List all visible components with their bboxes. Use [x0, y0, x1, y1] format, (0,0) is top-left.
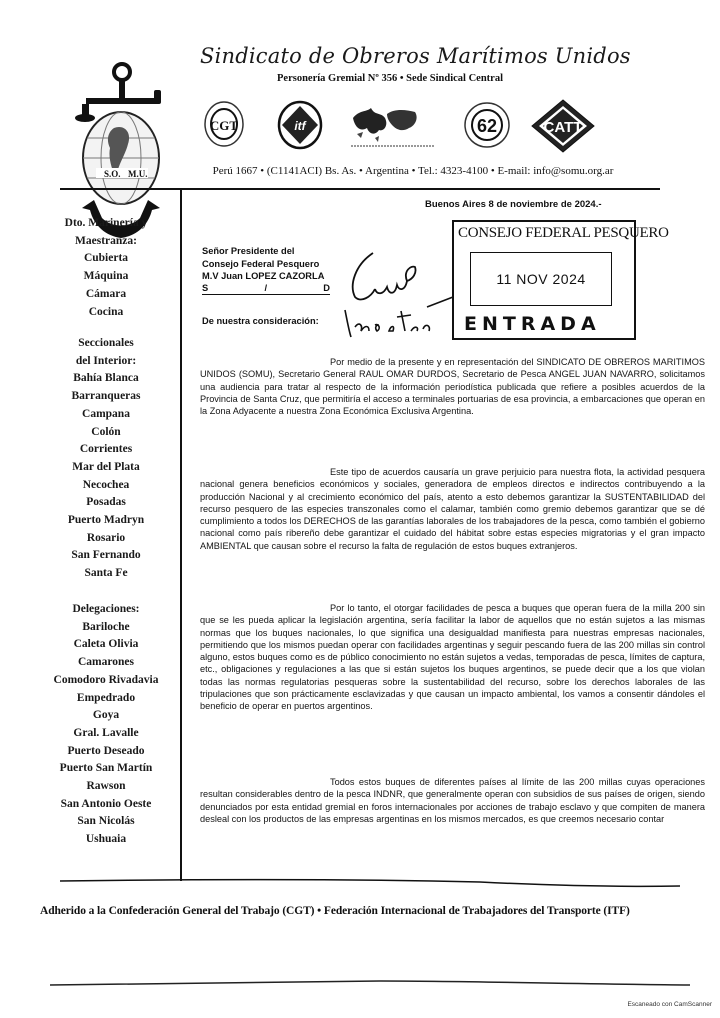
sd-left: S — [202, 282, 209, 293]
sidebar-item: Caleta Olivia — [73, 638, 139, 651]
sidebar-item: Puerto Deseado — [67, 744, 145, 757]
recipient-line: M.V Juan LOPEZ CAZORLA — [202, 271, 325, 281]
svg-text:CATT: CATT — [543, 119, 583, 136]
sidebar-item: San Antonio Oeste — [60, 797, 152, 810]
sidebar-item: Santa Fe — [84, 567, 128, 580]
sd-mid: / — [264, 282, 268, 293]
stamp-date: 11 NOV 2024 — [496, 271, 586, 287]
recipient-block — [202, 245, 330, 295]
sidebar-item: Ushuaia — [85, 833, 127, 846]
footer-divider — [60, 876, 680, 890]
organization-name: Sindicato de Obreros Marítimos Unidos — [200, 44, 631, 68]
recipient-line: Consejo Federal Pesquero — [202, 258, 320, 269]
cgt-logo — [203, 100, 245, 148]
62-organizaciones-logo — [463, 100, 511, 150]
sidebar-item: Puerto Madryn — [67, 514, 145, 527]
svg-text:CGT: CGT — [209, 118, 239, 133]
sidebar-item: San Fernando — [71, 549, 141, 562]
su-despacho-line — [202, 283, 330, 295]
stamp-title: CONSEJO FEDERAL PESQUERO — [458, 225, 669, 241]
sidebar-item: Barranqueras — [71, 390, 141, 403]
sidebar-item: Necochea — [82, 478, 130, 491]
sidebar-item: Máquina — [83, 270, 129, 283]
sidebar-item: Bariloche — [82, 620, 130, 633]
organization-subtitle: Personería Gremial Nº 356 • Sede Sindical Central — [277, 73, 503, 84]
svg-text:S.O.: S.O. — [104, 169, 121, 179]
sidebar-item: Corrientes — [79, 443, 133, 456]
sidebar-item: Puerto San Martín — [59, 762, 153, 775]
sidebar-item: Goya — [92, 709, 120, 722]
sidebar-item: Cubierta — [83, 252, 129, 265]
sidebar-item: Camarones — [77, 656, 134, 669]
sd-right: D — [323, 282, 330, 293]
sidebar-heading: Delegaciones: — [72, 603, 140, 615]
scanner-watermark: Escaneado con CamScanner — [627, 1001, 712, 1008]
bottom-edge-line — [50, 979, 690, 987]
letter-date: Buenos Aires 8 de noviembre de 2024.- — [425, 199, 602, 210]
recipient-line: Señor Presidente del — [202, 246, 295, 256]
footer-affiliation: Adherido a la Confederación General del Trabajo (CGT) • Federación Internacional de Trabajadores del Transporte (ITF) — [40, 905, 630, 917]
sidebar-item: Gral. Lavalle — [73, 726, 139, 739]
paragraph-text: Por medio de la presente y en representación del SINDICATO DE OBREROS MARITIMOS UNIDOS (SOMU), Secretario General RAUL OMAR DURDOS, Secretario de Pesca ANGEL JUAN NAVARRO, solicitamos una audiencia para tratar al respecto de la información periodística publicada que refiere a posibles acuerdos de la Provincia de Santa Cruz, que permitiría el acceso a terminales portuarias de esa provincia, a embarcaciones que operan en la Zona Adyacente a nuestra Zona Económica Exclusiva Argentina. — [200, 357, 705, 417]
itf-logo — [276, 100, 324, 150]
letter-paragraph — [200, 602, 705, 713]
letter-paragraph — [200, 356, 705, 417]
paragraph-text: Todos estos buques de diferentes países al límite de las 200 millas cuyas operaciones resultan considerables dentro de la pesca INDNR, que generalmente operan con subsidios de sus países de origen, siendo denunciados por esta entidad gremial en foros internacionales por acciones de trabajo esclavo y que compiten de manera desleal con los productos de las empresas argentinas en los mismos mercados, es que creemos necesario contar — [200, 777, 705, 824]
sidebar-item: Mar del Plata — [72, 460, 140, 473]
sidebar-item: Comodoro Rivadavia — [53, 673, 159, 686]
letter-paragraph — [200, 466, 705, 552]
catt-logo — [530, 98, 596, 154]
sidebar-heading: del Interior: — [75, 354, 137, 367]
sidebar-item: San Nicolás — [77, 815, 135, 828]
entry-stamp — [452, 220, 669, 340]
sidebar-seccionales — [40, 335, 172, 583]
sidebar-heading: Maestranza: — [75, 234, 137, 247]
organization-address: Perú 1667 • (C1141ACI) Bs. As. • Argentina • Tel.: 4323-4100 • E-mail: info@somu.org.ar — [212, 165, 614, 177]
sidebar-divider — [180, 189, 182, 881]
greeting: De nuestra consideración: — [202, 316, 319, 326]
paragraph-text: Este tipo de acuerdos causaría un grave perjuicio para nuestra flota, la actividad pesquera nacional genera beneficios económicos y sociales, generadora de empleos directos e indirectos contribuyendo a la producción Nacional y al crecimiento económico del país, atento a esto debemos garantizar la SUSTENTABILIDAD del recurso pesquero de las especies transzonales como el calamar, también como gremio debemos garantizar que se dé cumplimiento a todos los DERECHOS de las garantías laborales de los trabajadores de la pesca, como también el gobierno nacional como país ribereño debe garantizar el cuidado del hábitat sobre estas especies migratorias y el gran impacto AMBIENTAL que causan sobre el recurso la falta de regulación de estos buques extranjeros. — [200, 467, 705, 551]
svg-text:M.U.: M.U. — [128, 169, 148, 179]
sidebar-item: Colón — [91, 425, 121, 438]
sidebar-item: Cocina — [88, 305, 124, 318]
svg-text:62: 62 — [476, 116, 498, 136]
sidebar-item: Empedrado — [76, 691, 136, 704]
sidebar-heading: Dto. Marinería y — [64, 217, 148, 229]
sidebar-item: Rosario — [86, 531, 126, 544]
stamp-date-box — [470, 252, 612, 306]
sidebar-delegaciones — [40, 601, 172, 849]
sidebar-item: Campana — [82, 407, 130, 420]
sidebar-departamento — [40, 215, 172, 321]
handwritten-signature — [335, 245, 460, 340]
sidebar-item: Posadas — [86, 496, 126, 509]
stamp-label: ENTRADA — [464, 313, 601, 335]
sidebar-heading: Seccionales — [78, 337, 134, 349]
paragraph-text: Por lo tanto, el otorgar facilidades de pesca a buques que operan fuera de la milla 200 sin que se les pueda aplicar la legislación argentina, sería facilitar la labor de aquellos que no están sujetos a las mismas normas que los buques nacionales, lo que significa una desigualdad manifiesta para nuestras empresas nacionales, permitiendo que los mismos puedan operar con facilidades argentinas y seguir pescando fuera de las 200 millas sin control alguno, estos buques como es de público conocimiento no están sujetos a vedas, temporadas de pesca, límites de captura, etc., obligaciones y regulaciones a las que si están sujetos los buques argentinos, se puede decir que a los que violan todas las normas regulatorias pesqueras sobre la sustentabilidad del recurso, sobre los derechos laborales de las tripulaciones que son prácticamente esclavizadas y que causan un impacto ambiental, los vamos a consentir dándoles el beneficio de operar en puertos argentinos. — [200, 603, 705, 712]
header-divider — [60, 188, 660, 190]
letter-paragraph — [200, 776, 705, 825]
sidebar-item: Rawson — [86, 780, 126, 793]
sidebar-item: Bahía Blanca — [73, 372, 139, 385]
malvinas-islands-logo — [345, 98, 440, 153]
svg-text:itf: itf — [294, 119, 306, 133]
sidebar-item: Cámara — [85, 287, 127, 300]
